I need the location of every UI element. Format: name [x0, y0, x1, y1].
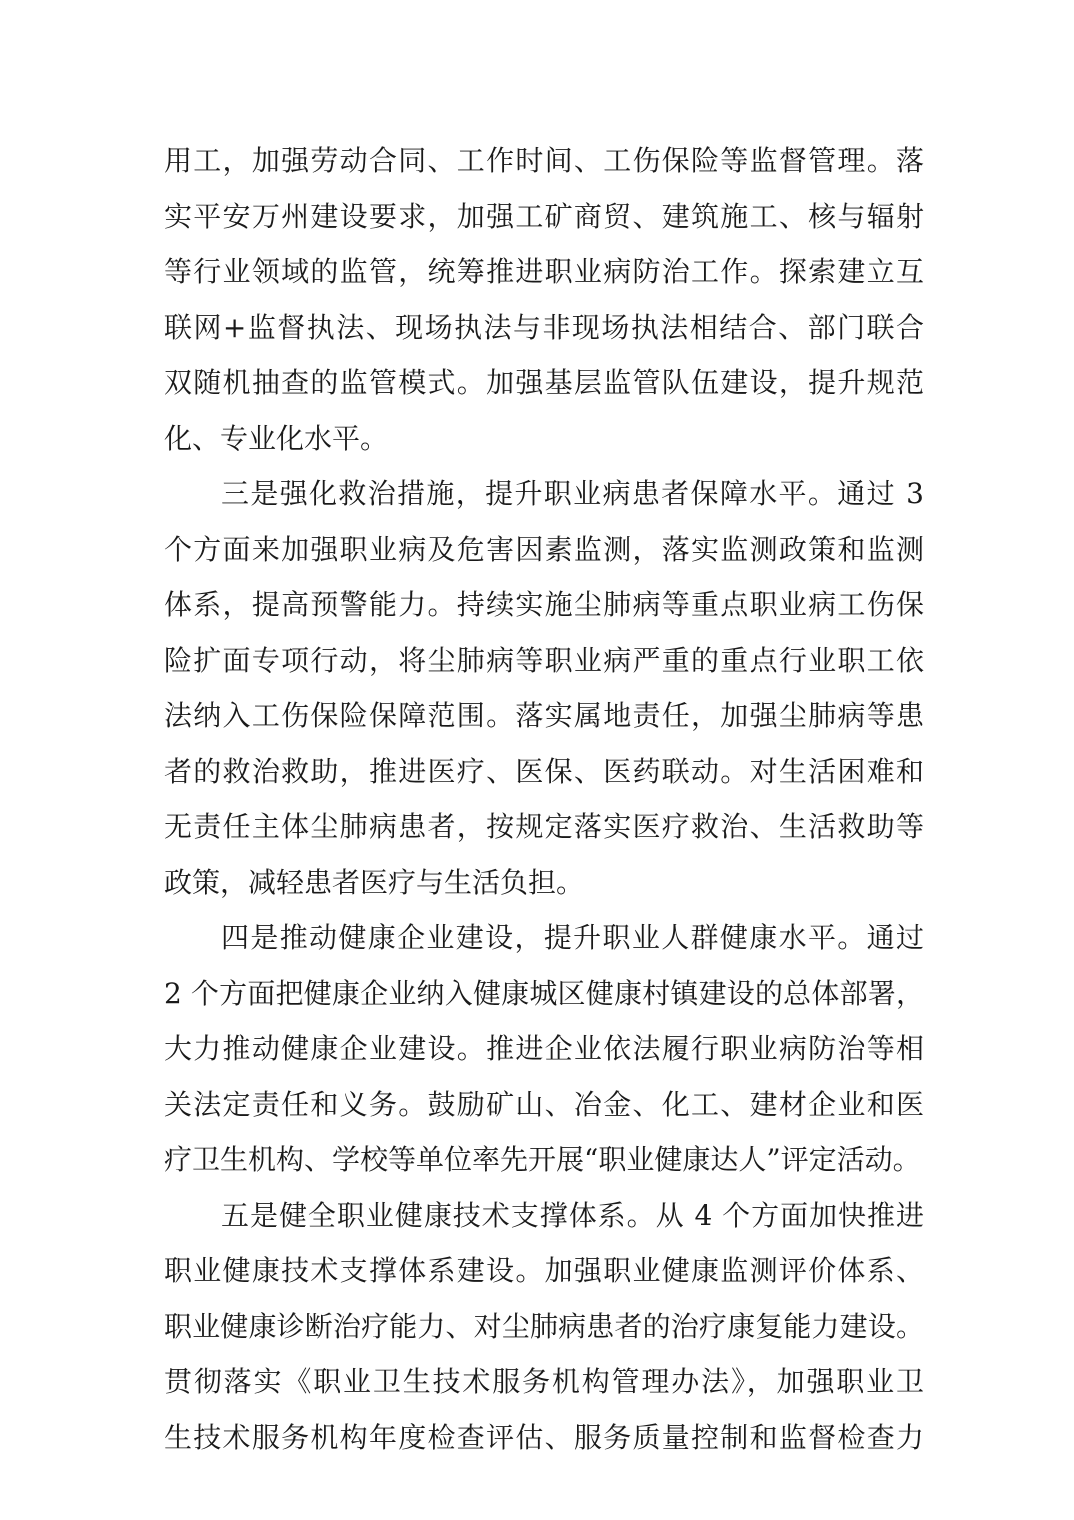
paragraph-line: 化、专业化水平。	[164, 421, 389, 455]
paragraph-first-line: 四是推动健康企业建设，提升职业人群健康水平。通过	[221, 921, 924, 954]
paragraph-line: 实平安万州建设要求，加强工矿商贸、建筑施工、核与辐射	[164, 199, 924, 233]
paragraph-line: 生技术服务机构年度检查评估、服务质量控制和监督检查力	[164, 1420, 924, 1454]
paragraph-2	[164, 466, 924, 910]
paragraph-line: 者的救治救助，推进医疗、医保、医药联动。对生活困难和	[164, 754, 924, 788]
paragraph-line: 联网+监督执法、现场执法与非现场执法相结合、部门联合	[164, 310, 924, 344]
paragraph-line: 关法定责任和义务。鼓励矿山、冶金、化工、建材企业和医	[164, 1087, 924, 1121]
paragraph-line: 疗卫生机构、学校等单位率先开展“职业健康达人”评定活动。	[164, 1143, 921, 1176]
paragraph-first-line: 三是强化救治措施，提升职业病患者保障水平。通过 3	[221, 477, 924, 510]
paragraph-line: 政策，减轻患者医疗与生活负担。	[164, 865, 585, 899]
paragraph-3	[164, 910, 924, 1188]
paragraph-line: 大力推动健康企业建设。推进企业依法履行职业病防治等相	[164, 1032, 924, 1065]
document-body	[164, 133, 924, 1465]
paragraph-line: 职业健康技术支撑体系建设。加强职业健康监测评价体系、	[164, 1254, 924, 1287]
paragraph-line: 体系，提高预警能力。持续实施尘肺病等重点职业病工伤保	[164, 588, 924, 621]
paragraph-line: 法纳入工伤保险保障范围。落实属地责任，加强尘肺病等患	[164, 699, 924, 732]
paragraph-line: 2 个方面把健康企业纳入健康城区健康村镇建设的总体部署，	[164, 976, 924, 1010]
paragraph-line: 险扩面专项行动，将尘肺病等职业病严重的重点行业职工依	[164, 643, 924, 677]
paragraph-1	[164, 133, 924, 466]
paragraph-line: 职业健康诊断治疗能力、对尘肺病患者的治疗康复能力建设。	[164, 1309, 924, 1343]
paragraph-line: 用工，加强劳动合同、工作时间、工伤保险等监督管理。落	[164, 144, 924, 177]
paragraph-4	[164, 1188, 924, 1466]
paragraph-line: 贯彻落实《职业卫生技术服务机构管理办法》，加强职业卫	[164, 1365, 924, 1398]
paragraph-line: 等行业领域的监管，统筹推进职业病防治工作。探索建立互	[164, 255, 924, 288]
paragraph-line: 双随机抽查的监管模式。加强基层监管队伍建设，提升规范	[164, 366, 924, 399]
paragraph-line: 个方面来加强职业病及危害因素监测，落实监测政策和监测	[164, 532, 924, 566]
paragraph-line: 无责任主体尘肺病患者，按规定落实医疗救治、生活救助等	[164, 810, 924, 843]
paragraph-first-line: 五是健全职业健康技术支撑体系。从 4 个方面加快推进	[221, 1198, 924, 1232]
